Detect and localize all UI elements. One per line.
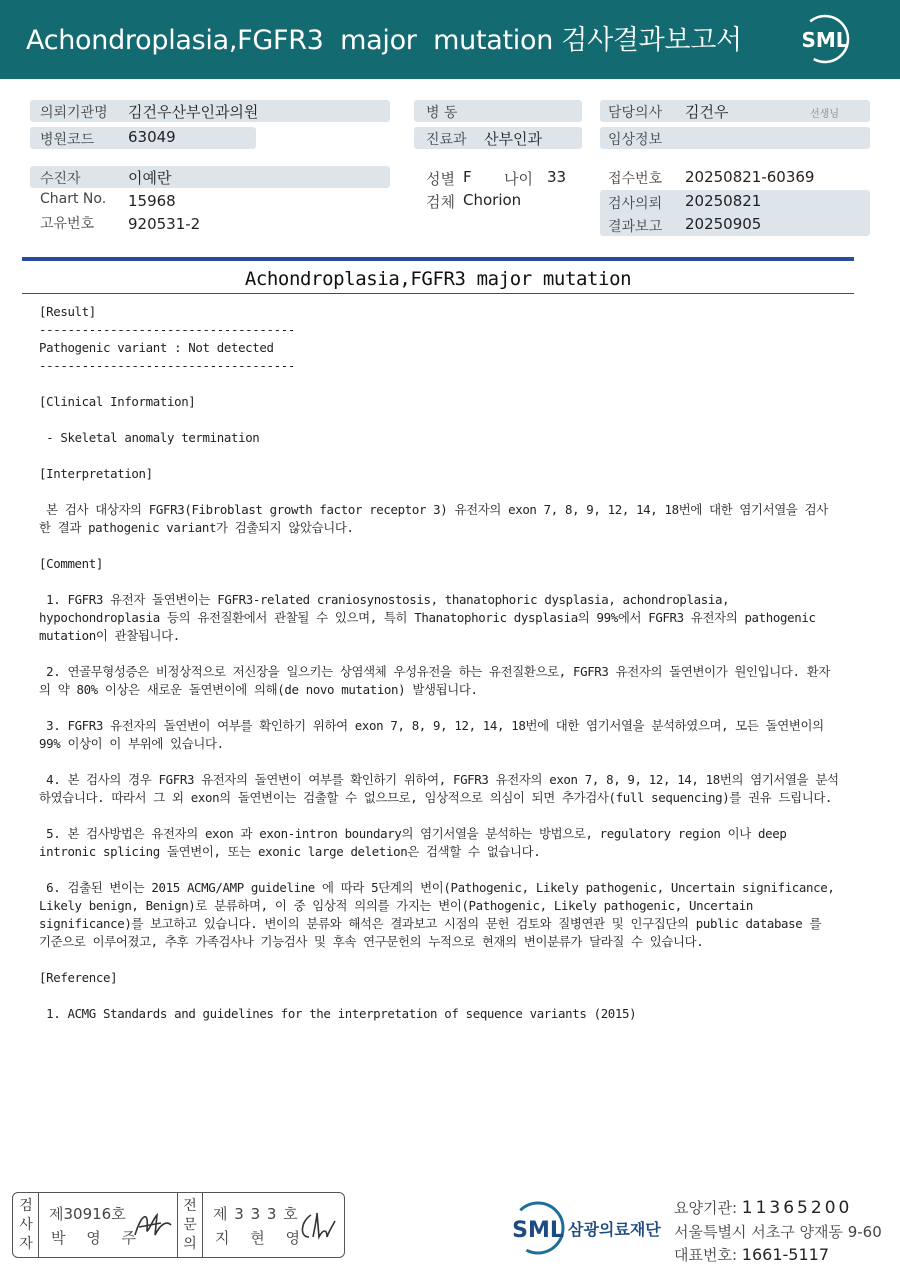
- header-bar: [0, 0, 900, 79]
- footer-phone-line: [674, 1244, 829, 1265]
- report-header-title: Achondroplasia,FGFR3 major mutation 검사결과보고서: [26, 25, 742, 56]
- report-paragraph: 5. 본 검사방법은 유전자의 exon 과 exon-intron boundary의 염기서열을 분석하는 방법으로, regulatory region 이나 deep intronic splicing 돌연변이, 또는 exonic large deletion은 검색할 수 없습니다.: [39, 826, 794, 859]
- doctor-suffix: 선생님: [810, 109, 839, 120]
- title-bottom-rule: [22, 293, 854, 294]
- chart-value: 15968: [128, 192, 176, 210]
- hospital-code-label: 병원코드: [40, 132, 95, 148]
- report-date-value: 20250905: [685, 215, 762, 233]
- paragraph-gap: [39, 573, 839, 591]
- report-title: Achondroplasia,FGFR3 major mutation: [244, 268, 632, 290]
- paragraph-gap: [39, 807, 839, 825]
- doctor-label: 담당의사: [608, 105, 663, 121]
- hospital-label: 의뢰기관명: [40, 105, 108, 121]
- right-handwritten-signature-icon: [295, 1207, 339, 1247]
- paragraph-gap: [39, 861, 839, 879]
- report-paragraph: - Skeletal anomaly termination: [39, 430, 260, 445]
- left-license-no: 제30916호: [49, 1205, 126, 1223]
- report-date-label: 결과보고: [608, 219, 663, 235]
- footer-phone-value: 1661-5117: [741, 1245, 830, 1264]
- id-label: 고유번호: [40, 216, 95, 232]
- right-role-char: 전: [183, 1198, 197, 1214]
- paragraph-gap: [39, 483, 839, 501]
- paragraph-gap: [39, 537, 839, 555]
- id-value: 920531-2: [128, 215, 201, 233]
- age-label: 나이: [504, 170, 533, 188]
- sml-logo-icon: [800, 14, 850, 64]
- report-body: [39, 303, 842, 1023]
- paragraph-gap: [39, 987, 839, 1005]
- report-paragraph: [Result]: [39, 304, 96, 319]
- hospital-code-value: 63049: [128, 128, 176, 146]
- report-paragraph: Pathogenic variant : Not detected: [39, 340, 274, 355]
- sml-logo-text: SML: [801, 28, 849, 52]
- report-paragraph: 6. 검출된 변이는 2015 ACMG/AMP guideline 에 따라 5단계의 변이(Pathogenic, Likely pathogenic, Uncertain significance, Likely benign, Benign)로 분류하며, 이 중 임상적 의의를 가지는 변이(Pathogenic, Likely pathogenic, Uncertain significance)를 보고하고 있습니다. 변이의 분류와 해석은 결과보고 시점의 문헌 검토와 질병연관 및 인구집단의 public database 를 기준으로 이루어졌고, 추후 가족검사나 기능검사 및 후속 연구문헌의 누적으로 현재의 변이분류가 달라질 수 있습니다.: [39, 880, 842, 949]
- left-role-char: 검: [19, 1198, 33, 1214]
- signature-box: [12, 1192, 345, 1258]
- ward-label: 병 동: [426, 105, 458, 121]
- report-paragraph: ------------------------------------: [39, 322, 295, 337]
- right-signer-name: 지 현 영: [215, 1229, 309, 1247]
- sex-label: 성별: [426, 170, 455, 188]
- footer-code-label: 요양기관:: [674, 1199, 738, 1217]
- doctor-value: 김건우: [685, 103, 729, 121]
- chart-label: Chart No.: [40, 191, 107, 207]
- right-license-no: 제 3 3 3 호: [213, 1205, 299, 1223]
- sml-footer-logo-icon: [510, 1200, 566, 1256]
- footer-address: 서울특별시 서초구 양재동 9-60: [674, 1223, 882, 1241]
- report-paragraph: 1. FGFR3 유전자 돌연변이는 FGFR3-related craniosynostosis, thanatophoric dysplasia, achondroplasia, hypochondroplasia 등의 유전질환에서 관찰될 수 있으며, 특히 Thanatophoric dysplasia의 99%에서 FGFR3 유전자의 pathogenic mutation이 관찰됩니다.: [39, 592, 823, 643]
- sml-footer-logo-text: SML: [512, 1218, 564, 1243]
- left-role-char: 자: [19, 1236, 33, 1252]
- paragraph-gap: [39, 699, 839, 717]
- right-role-char: 문: [183, 1217, 197, 1233]
- report-paragraph: ------------------------------------: [39, 358, 295, 373]
- report-paragraph: [Clinical Information]: [39, 394, 196, 409]
- paragraph-gap: [39, 375, 839, 393]
- report-paragraph: 3. FGFR3 유전자의 돌연변이 여부를 확인하기 위하여 exon 7, 8, 9, 12, 14, 18번에 대한 염기서열을 분석하였으며, 모든 돌연변이의 99% 이상이 이 부위에 있습니다.: [39, 718, 831, 751]
- footer-phone-label: 대표번호:: [674, 1246, 738, 1264]
- report-paragraph: 본 검사 대상자의 FGFR3(Fibroblast growth factor receptor 3) 유전자의 exon 7, 8, 9, 12, 14, 18번에 대한 염기서열을 검사한 결과 pathogenic variant가 검출되지 않았습니다.: [39, 502, 828, 535]
- paragraph-gap: [39, 951, 839, 969]
- right-role-vertical: [181, 1197, 199, 1254]
- signature-divider: [38, 1193, 39, 1257]
- right-role-char: 의: [183, 1236, 197, 1252]
- paragraph-gap: [39, 753, 839, 771]
- hospital-value: 김건우산부인과의원: [128, 103, 259, 121]
- patient-label: 수진자: [40, 171, 81, 187]
- request-label: 검사의뢰: [608, 196, 663, 212]
- dept-label: 진료과: [426, 132, 467, 148]
- footer-org-name: 삼광의료재단: [568, 1220, 661, 1239]
- paragraph-gap: [39, 645, 839, 663]
- paragraph-gap: [39, 411, 839, 429]
- patient-row: [30, 166, 390, 188]
- signature-divider: [177, 1193, 178, 1257]
- footer-code-line: [674, 1197, 852, 1218]
- specimen-value: Chorion: [463, 191, 522, 209]
- report-paragraph: 4. 본 검사의 경우 FGFR3 유전자의 돌연변이 여부를 확인하기 위하여, FGFR3 유전자의 exon 7, 8, 9, 12, 14, 18번의 염기서열을 분석하였습니다. 따라서 그 외 exon의 돌연변이는 검출할 수 없으므로, 임상적으로 의심이 되면 추가검사(full sequencing)를 권유 드립니다.: [39, 772, 839, 805]
- title-top-rule: [22, 257, 854, 261]
- paragraph-gap: [39, 447, 839, 465]
- left-handwritten-signature-icon: [131, 1205, 175, 1245]
- report-paragraph: [Reference]: [39, 970, 118, 985]
- dept-value: 산부인과: [484, 130, 542, 148]
- clinical-label: 임상정보: [608, 132, 663, 148]
- receipt-label: 접수번호: [608, 171, 663, 187]
- specimen-label: 검체: [426, 193, 455, 211]
- footer-code-value: 11365200: [741, 1198, 853, 1218]
- report-paragraph: [Interpretation]: [39, 466, 153, 481]
- sex-value: F: [463, 168, 472, 186]
- receipt-value: 20250821-60369: [685, 168, 815, 186]
- report-paragraph: 2. 연골무형성증은 비정상적으로 저신장을 일으키는 상염색체 우성유전을 하는 유전질환으로, FGFR3 유전자의 돌연변이가 원인입니다. 환자의 약 80% 이상은 새로운 돌연변이에 의해(de novo mutation) 발생됩니다.: [39, 664, 830, 697]
- request-value: 20250821: [685, 192, 762, 210]
- age-value: 33: [547, 168, 567, 186]
- patient-value: 이예란: [128, 169, 172, 187]
- report-paragraph: 1. ACMG Standards and guidelines for the interpretation of sequence variants (2015): [39, 1006, 637, 1021]
- signature-divider: [202, 1193, 203, 1257]
- report-paragraph: [Comment]: [39, 556, 103, 571]
- left-role-char: 사: [19, 1217, 33, 1233]
- left-signer-name: 박 영 주: [51, 1229, 145, 1247]
- left-role-vertical: [17, 1197, 35, 1254]
